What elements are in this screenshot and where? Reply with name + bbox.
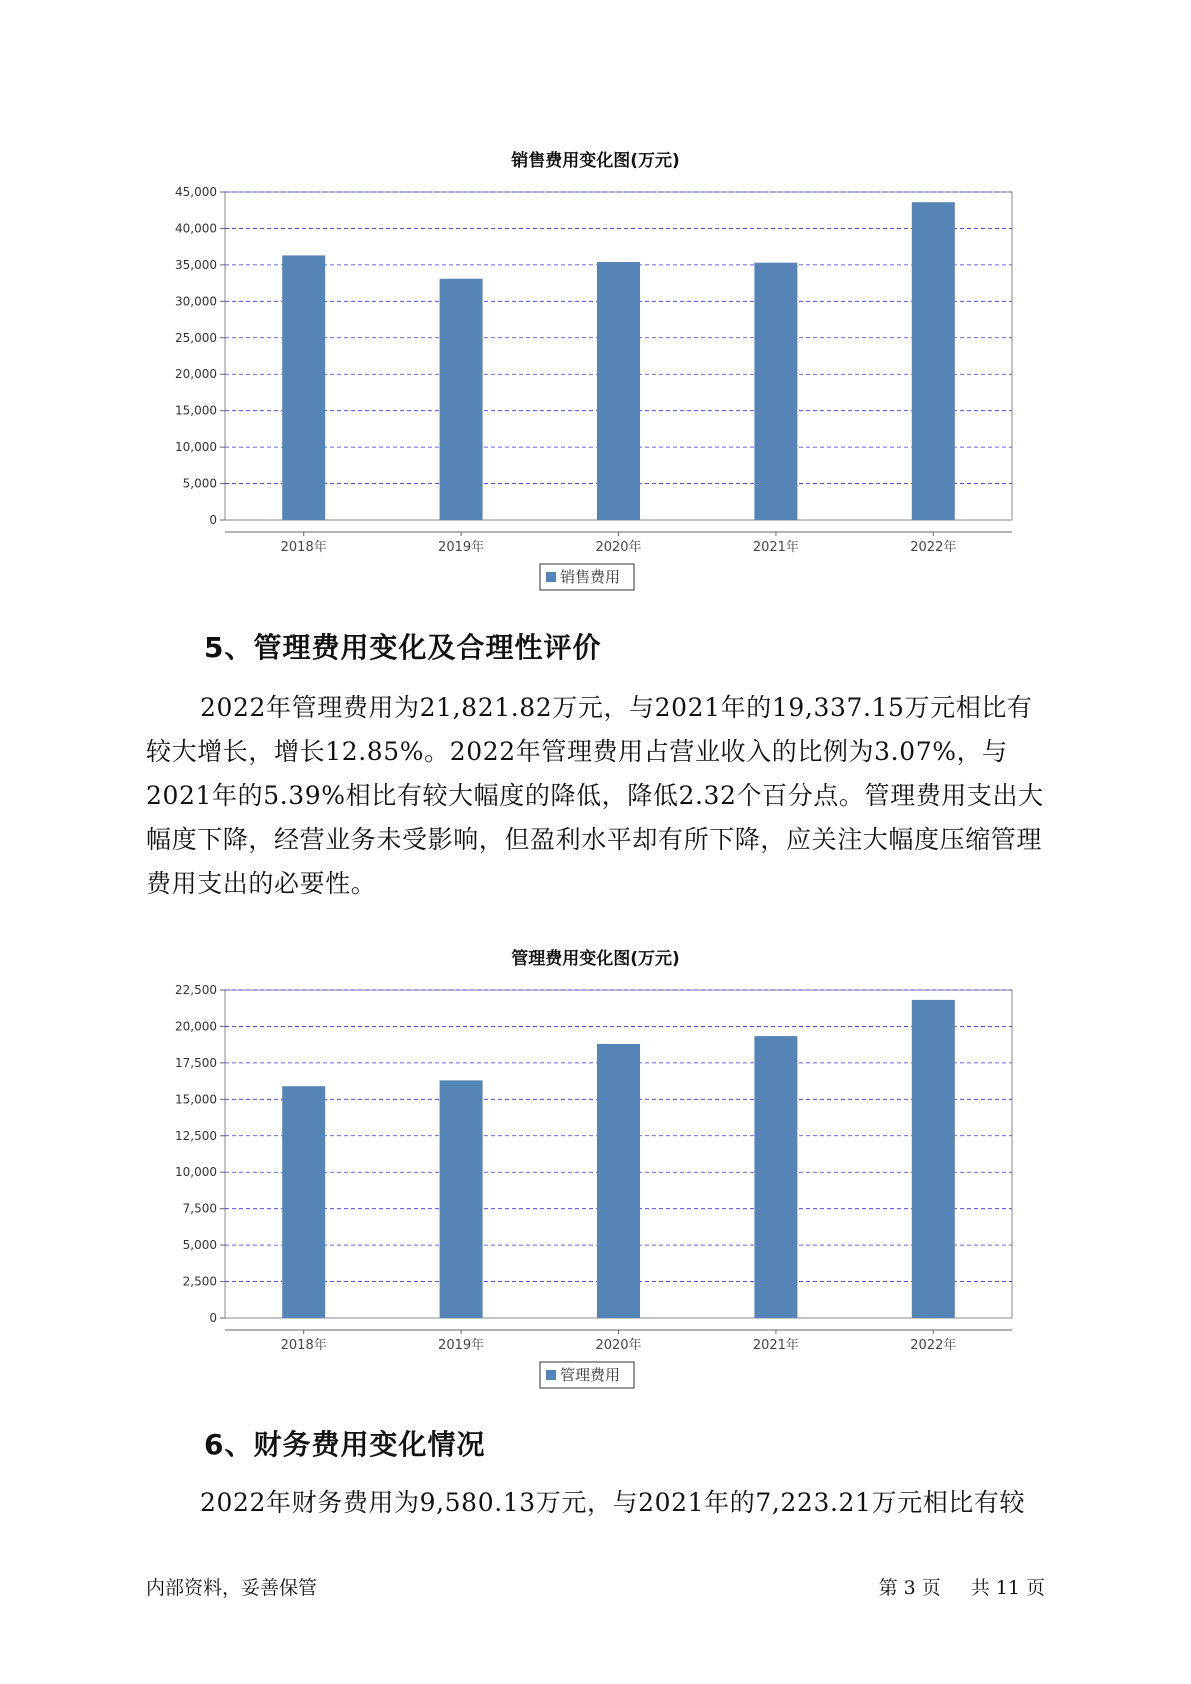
bar-2021年	[754, 263, 797, 520]
y-tick-label: 12,500	[175, 1128, 217, 1143]
y-tick-label: 20,000	[175, 367, 217, 382]
y-tick-label: 2,500	[182, 1274, 217, 1289]
section-5-paragraph	[146, 686, 1046, 906]
y-tick-label: 0	[209, 513, 217, 527]
y-tick-label: 17,500	[175, 1055, 217, 1070]
admin-expense-chart-title: 管理费用变化图(万元)	[511, 949, 680, 969]
footer-page-info	[873, 1573, 1045, 1600]
y-tick-label: 22,500	[175, 983, 217, 997]
x-tick-label: 2021年	[752, 540, 799, 555]
legend-label: 管理费用	[560, 1366, 621, 1384]
y-tick-label: 45,000	[175, 185, 217, 199]
x-tick-label: 2018年	[280, 540, 327, 555]
y-tick-label: 15,000	[175, 403, 217, 418]
sales-expense-chart	[0, 170, 1191, 630]
section-5-text: 2022年管理费用为21,821.82万元，与2021年的19,337.15万元相比有较大增长，增长12.85%。2022年管理费用占营业收入的比例为3.07%，与2021年的5.39%相比有较大幅度的降低，降低2.32个百分点。管理费用支出大幅度下降，经营业务未受影响，但盈利水平却有所下降，应关注大幅度压缩管理费用支出的必要性。	[146, 693, 1044, 898]
x-tick-label: 2018年	[280, 1338, 327, 1353]
legend-swatch	[546, 572, 556, 582]
x-tick-label: 2019年	[438, 540, 485, 555]
bar-2018年	[282, 1086, 325, 1318]
y-tick-label: 5,000	[182, 1238, 217, 1253]
sales-expense-chart-title: 销售费用变化图(万元)	[511, 151, 680, 171]
y-tick-label: 10,000	[175, 1165, 217, 1180]
x-tick-label: 2022年	[910, 540, 957, 555]
y-tick-label: 35,000	[175, 257, 217, 272]
legend-label: 销售费用	[560, 568, 621, 586]
admin-expense-chart	[0, 968, 1191, 1428]
legend-swatch	[546, 1370, 556, 1380]
y-tick-label: 15,000	[175, 1092, 217, 1107]
x-tick-label: 2021年	[752, 1338, 799, 1353]
y-tick-label: 0	[209, 1311, 217, 1325]
bar-2020年	[597, 262, 640, 520]
page-unit: 页	[921, 1577, 941, 1599]
x-tick-label: 2020年	[595, 1338, 642, 1353]
y-tick-label: 10,000	[175, 440, 217, 455]
page-prefix: 第	[878, 1577, 898, 1599]
section-5-heading: 5、管理费用变化及合理性评价	[204, 631, 602, 664]
x-tick-label: 2019年	[438, 1338, 485, 1353]
y-tick-label: 7,500	[182, 1201, 217, 1216]
section-6-heading: 6、财务费用变化情况	[204, 1428, 486, 1461]
page-number: 3	[903, 1577, 916, 1599]
bar-2020年	[597, 1044, 640, 1318]
bar-2021年	[754, 1036, 797, 1318]
footer-confidential-note: 内部资料，妥善保管	[146, 1577, 318, 1599]
y-tick-label: 5,000	[182, 476, 217, 491]
total-pages: 11	[995, 1577, 1020, 1599]
x-tick-label: 2022年	[910, 1338, 957, 1353]
bar-2019年	[440, 1080, 483, 1318]
x-tick-label: 2020年	[595, 540, 642, 555]
y-tick-label: 20,000	[175, 1019, 217, 1034]
bar-2018年	[282, 255, 325, 520]
y-tick-label: 25,000	[175, 330, 217, 345]
total-prefix: 共	[970, 1577, 990, 1599]
y-tick-label: 30,000	[175, 294, 217, 309]
bar-2022年	[912, 1000, 955, 1318]
section-6-text: 2022年财务费用为9,580.13万元，与2021年的7,223.21万元相比有较	[200, 1488, 1026, 1517]
y-tick-label: 40,000	[175, 221, 217, 236]
section-6-paragraph	[146, 1481, 1046, 1525]
bar-2022年	[912, 202, 955, 520]
total-unit: 页	[1025, 1577, 1045, 1599]
bar-2019年	[440, 279, 483, 520]
